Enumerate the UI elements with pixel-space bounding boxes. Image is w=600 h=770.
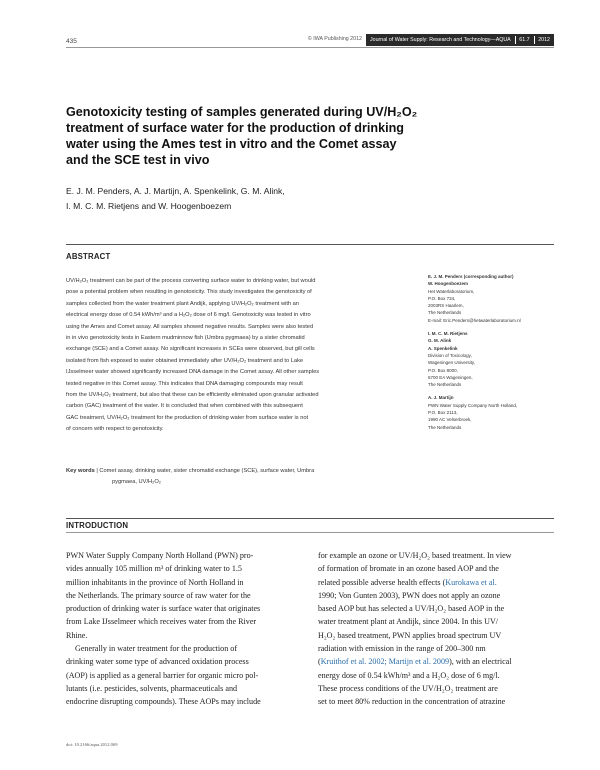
title-line: Genotoxicity testing of samples generated during UV/H₂O₂ xyxy=(66,105,418,119)
separator xyxy=(515,36,516,44)
body-line xyxy=(318,655,554,668)
affiliation-line: P.O. Box 2113, xyxy=(428,410,458,416)
article-title xyxy=(66,104,466,168)
affiliation-line: 6700 EA Wageningen, xyxy=(428,374,473,380)
keywords-line: pygmaea, UV/H₂O₂ xyxy=(112,478,161,485)
affiliation-line: G. M. Alink xyxy=(428,338,452,344)
keywords-label: Key words xyxy=(66,468,95,474)
body-line: PWN Water Supply Company North Holland (PWN) pro- xyxy=(66,551,254,560)
header-rule xyxy=(66,47,554,48)
authors xyxy=(66,184,446,214)
introduction-left-column xyxy=(66,549,302,709)
affiliation-line: Division of Toxicology, xyxy=(428,352,472,358)
body-line: production of drinking water is surface water that originates xyxy=(66,604,261,614)
abstract-line: electrical energy dose of 0.54 kWh/m³ and a H₂O₂ dose of 6 mg/l. Genotoxicity was tested in vitro xyxy=(66,312,311,319)
body-line: water treatment plant at Andijk, since 2004. In this UV/ xyxy=(318,617,499,627)
abstract-text xyxy=(66,276,416,436)
abstract-rule xyxy=(66,244,554,245)
affiliation-line: The Netherlands xyxy=(428,382,462,388)
title-line: water using the Ames test in vitro and the Comet assay xyxy=(66,137,397,151)
doi[interactable]: doi: 10.2166/aqua.2012.069 xyxy=(66,742,118,747)
body-line: vides annually 105 million m³ of drinking water to 1.5 xyxy=(66,564,242,574)
title-line: and the SCE test in vivo xyxy=(66,153,210,167)
body-line: from Lake IJsselmeer which receives water from the River xyxy=(66,617,257,627)
abstract-line: of concern with respect to genotoxicity. xyxy=(66,426,164,433)
affiliation-line: I. M. C. M. Rietjens xyxy=(428,331,468,337)
affiliation-line: PWN Water Supply Company North Holland, xyxy=(428,402,518,408)
body-line: for example an ozone or UV/H₂O₂ based treatment. In view xyxy=(318,551,512,560)
citation-link[interactable]: Kurokawa et al. xyxy=(445,577,497,587)
affiliation-line: 2003RS Haarlem, xyxy=(428,303,464,309)
affiliation-line: 1990 AC Velserbroek, xyxy=(428,417,472,423)
title-line: treatment of surface water for the production of drinking xyxy=(66,121,404,135)
body-line: lutants (i.e. pesticides, solvents, pharmaceuticals and xyxy=(66,683,238,693)
citation-link[interactable]: Kruithof et al. 2002; Martijn et al. 2009 xyxy=(320,657,450,667)
affiliation-line: P.O. Box 8000, xyxy=(428,367,458,373)
affiliation-line: Het Waterlaboratorium, xyxy=(428,288,475,294)
introduction-rule-bottom xyxy=(66,532,554,533)
body-line: radiation with emission in the range of 200–300 nm xyxy=(318,644,486,654)
affiliation-line: A. Spenkelink xyxy=(428,345,458,351)
abstract-line: using the Ames and Comet assay. All samples showed negative results. Samples were also tested xyxy=(66,323,314,330)
abstract-line: samples collected from the water treatment plant Andijk, applying UV/H₂O₂ treatment with an xyxy=(66,300,299,307)
body-line: H₂O₂ based treatment, PWN applies broad spectrum UV xyxy=(318,630,502,640)
affiliation-line: Wageningen University, xyxy=(428,360,476,366)
authors-line: E. J. M. Penders, A. J. Martijn, A. Spenkelink, G. M. Alink, xyxy=(66,186,285,196)
abstract-line: GAC treatment, UV/H₂O₂ treatment for the production of drinking water from surface water is not xyxy=(66,414,309,421)
affiliation-line: W. Hoogenboezem xyxy=(428,281,469,287)
abstract-line: carbon (GAC) treatment of the water. It is concluded that when combined with this subsequent xyxy=(66,403,303,410)
publisher-notice: © IWA Publishing 2012 xyxy=(307,36,362,42)
journal-name: Journal of Water Supply: Research and Technology—AQUA xyxy=(369,37,511,43)
abstract-line: pose a potential problem when resulting in genotoxicity. This study investigates the genotoxicity of xyxy=(66,289,312,296)
affiliation-line: E. J. M. Penders (corresponding author) xyxy=(428,274,514,279)
body-line: set to meet 80% reduction in the concentration of atrazine xyxy=(318,697,506,707)
body-line: of formation of bromate in an ozone based AOP and the xyxy=(318,564,499,574)
introduction-rule xyxy=(66,518,554,519)
page-number: 435 xyxy=(66,38,77,45)
body-line: energy dose of 0.54 kWh/m³ and a H₂O₂ dose of 6 mg/l. xyxy=(318,670,500,680)
body-line: million inhabitants in the province of North Holland in xyxy=(66,577,244,587)
abstract-line: tested negative in this Comet assay. This indicates that DNA damaging compounds may result xyxy=(66,380,303,387)
body-line xyxy=(318,576,554,589)
body-line: Generally in water treatment for the production of xyxy=(75,644,238,654)
body-line: drinking water some type of advanced oxidation process xyxy=(66,657,249,667)
introduction-heading: INTRODUCTION xyxy=(66,521,129,530)
body-line: based AOP but has selected a UV/H₂O₂ based AOP in the xyxy=(318,604,505,614)
abstract-line: IJsselmeer water showed significantly increased DNA damage in the Comet assay. All other samples xyxy=(66,369,320,376)
affiliation-line: A. J. Martijn xyxy=(428,395,454,401)
affiliation-line: P.O. Box 734, xyxy=(428,295,456,301)
journal-bar xyxy=(366,34,554,46)
authors-line: I. M. C. M. Rietjens and W. Hoogenboezem xyxy=(66,201,232,211)
abstract-line: isolated from fish exposed to water obtained immediately after UV/H₂O₂ treatment and to Lake xyxy=(66,357,304,364)
introduction-right-column xyxy=(318,549,554,709)
abstract-line: exchange (SCE) and a Comet assay. No significant increases in SCEs were observed, but gill cells xyxy=(66,346,315,353)
body-text: ), with an electrical xyxy=(449,657,512,667)
abstract-heading: ABSTRACT xyxy=(66,252,111,261)
affiliation-line: The Netherlands xyxy=(428,424,462,430)
body-line: (AOP) is applied as a general barrier for organic micro pol- xyxy=(66,670,259,680)
year: 2012 xyxy=(538,37,550,43)
body-line: the Netherlands. The primary source of raw water for the xyxy=(66,590,251,600)
body-text: related possible adverse health effects ( xyxy=(318,577,446,587)
body-line: endocrine disrupting compounds). These AOPs may include xyxy=(66,697,261,707)
abstract-line: from the UV/H₂O₂ treatment, but also that these can be efficiently eliminated upon granular activated xyxy=(66,392,319,399)
body-line: 1990; Von Gunten 2003), PWN does not apply an ozone xyxy=(318,590,501,600)
body-text: ( xyxy=(318,657,321,667)
affiliations xyxy=(428,273,558,431)
abstract-line: UV/H₂O₂ treatment can be part of the process converting surface water to drinking water, but would xyxy=(66,278,316,284)
affiliation-line: The Netherlands xyxy=(428,310,462,316)
affiliation-email[interactable]: E-mail: Eric.Penders@hetwaterlaboratorium.nl xyxy=(428,317,521,323)
keywords-line: Key words | Comet assay, drinking water, sister chromatid exchange (SCE), surface water, Umbra xyxy=(66,468,315,474)
body-line: Rhine. xyxy=(66,630,88,640)
body-line: These process conditions of the UV/H₂O₂ treatment are xyxy=(318,683,498,693)
separator xyxy=(534,36,535,44)
abstract-line: in in vivo genotoxicity tests in Eastern mudminnow fish (Umbra pygmaea) by a sister chromatid xyxy=(66,335,305,342)
journal-header xyxy=(308,34,554,46)
keywords xyxy=(66,466,426,487)
keywords-list: Comet assay, drinking water, sister chromatid exchange (SCE), surface water, Umbra xyxy=(99,468,315,474)
volume-issue: 61.7 xyxy=(519,37,530,43)
